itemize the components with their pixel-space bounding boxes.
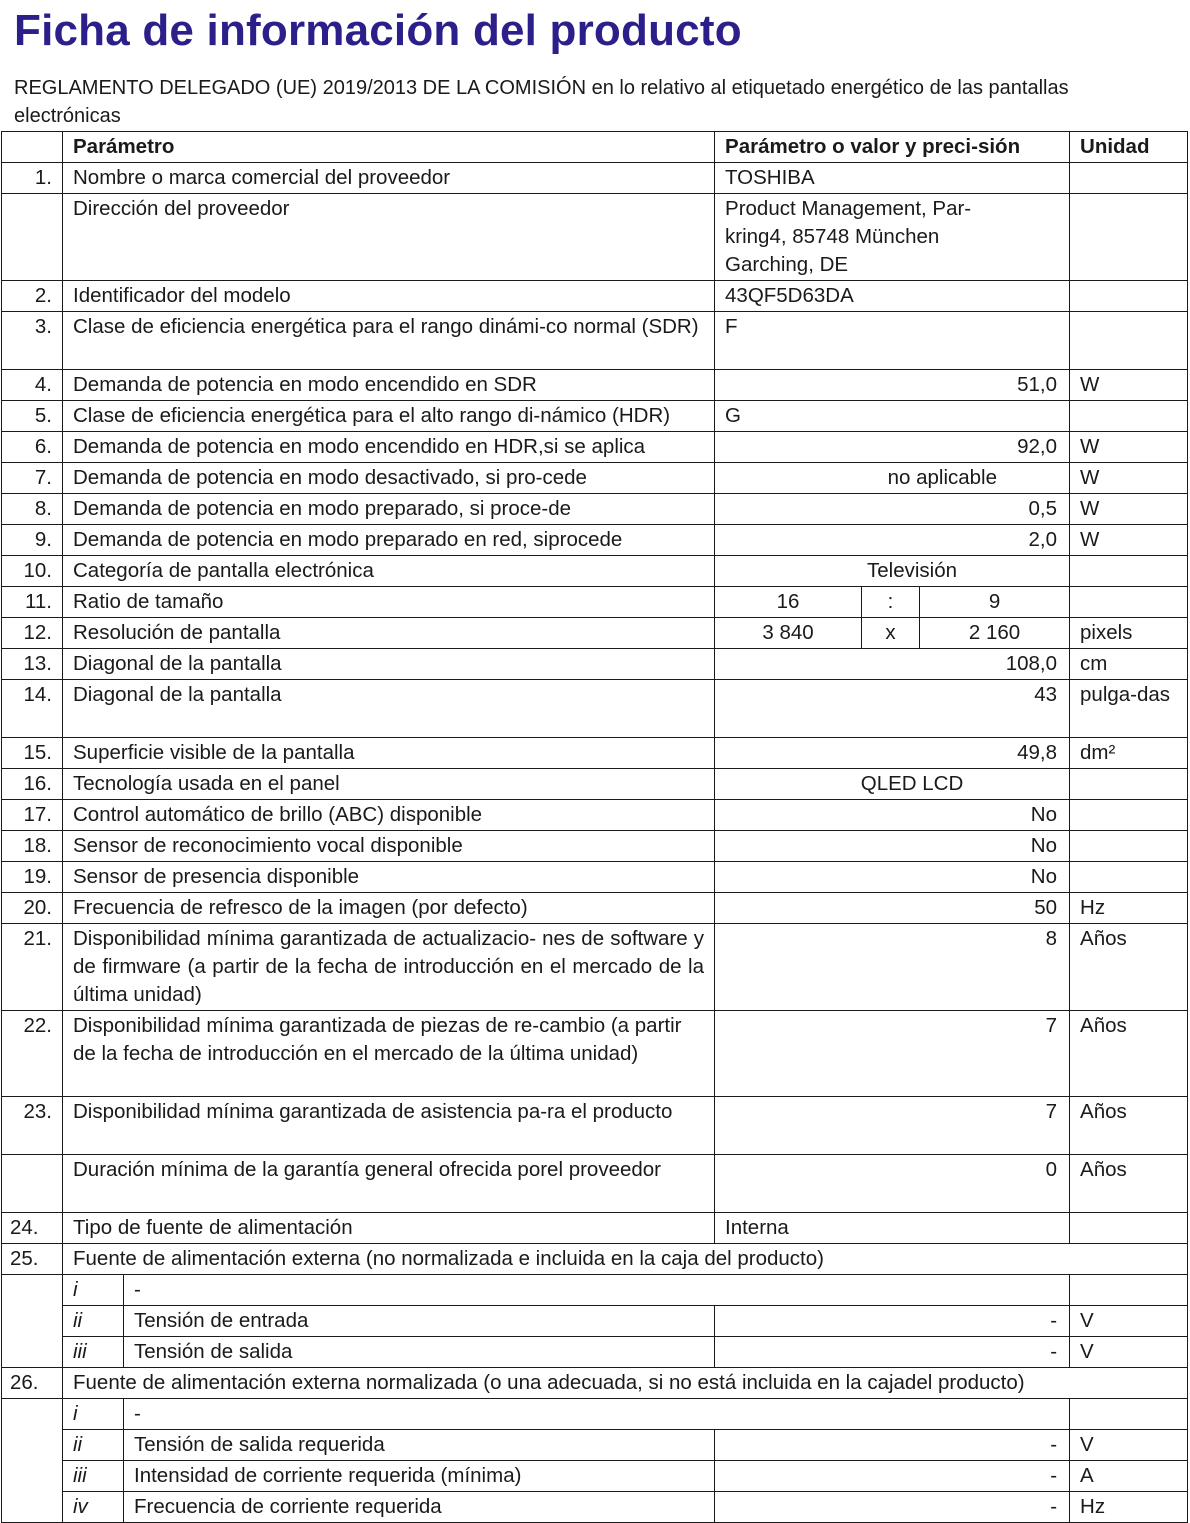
header-num-cell (2, 132, 63, 163)
row-unit: pulga-das (1070, 680, 1188, 738)
table-row (2, 800, 1188, 831)
row-value: 7 (715, 1097, 1070, 1155)
table-row (2, 924, 1188, 1011)
table-row (2, 281, 1188, 312)
table-row (2, 163, 1188, 194)
table-row (2, 556, 1188, 587)
row-number: 13. (2, 649, 63, 680)
row-value: 7 (715, 1011, 1070, 1097)
sub-row (2, 1492, 1188, 1523)
row-unit: Años (1070, 1011, 1188, 1097)
table-row (2, 1368, 1188, 1399)
row-number: 25. (2, 1244, 63, 1275)
row-number: 22. (2, 1011, 63, 1097)
table-row (2, 432, 1188, 463)
row-number: 4. (2, 370, 63, 401)
header-unit: Unidad (1070, 132, 1188, 163)
row-number: 10. (2, 556, 63, 587)
sub-index: i (63, 1275, 124, 1306)
sub-index: iii (63, 1337, 124, 1368)
row-number: 16. (2, 769, 63, 800)
row-unit: Años (1070, 1155, 1188, 1213)
row-number: 5. (2, 401, 63, 432)
sub-value: - (715, 1492, 1070, 1523)
sub-row (2, 1399, 1188, 1430)
row-param: Demanda de potencia en modo encendido en SDR (63, 370, 715, 401)
table-row (2, 494, 1188, 525)
row-unit: cm (1070, 649, 1188, 680)
table-row (2, 525, 1188, 556)
table-row (2, 587, 1188, 618)
row-param: Diagonal de la pantalla (63, 680, 715, 738)
row-unit (1070, 194, 1188, 281)
table-row (2, 680, 1188, 738)
resolution-width: 3 840 (715, 618, 862, 649)
row-number: 19. (2, 862, 63, 893)
table-row (2, 738, 1188, 769)
address-line: Garching, DE (725, 253, 849, 276)
row-param: Identificador del modelo (63, 281, 715, 312)
row-number: 18. (2, 831, 63, 862)
row-number: 8. (2, 494, 63, 525)
row-param: Disponibilidad mínima garantizada de asistencia pa-ra el producto (63, 1097, 715, 1155)
row-param: Demanda de potencia en modo preparado, si proce-de (63, 494, 715, 525)
table-row (2, 370, 1188, 401)
regulation-subtitle: REGLAMENTO DELEGADO (UE) 2019/2013 DE LA COMISIÓN en lo relativo al etiquetado energético de las pantallas electrónicas (14, 77, 1069, 127)
sub-index: ii (63, 1306, 124, 1337)
row-unit (1070, 862, 1188, 893)
row-unit (1070, 1213, 1188, 1244)
row-unit: Años (1070, 924, 1188, 1011)
sub-row (2, 1306, 1188, 1337)
table-row (2, 1244, 1188, 1275)
row-value: 49,8 (715, 738, 1070, 769)
row-param: Ratio de tamaño (63, 587, 715, 618)
table-row (2, 194, 1188, 281)
table-row (2, 862, 1188, 893)
table-row (2, 1213, 1188, 1244)
row-number: 6. (2, 432, 63, 463)
row-number-spacer (2, 1275, 63, 1368)
sub-value: - (715, 1337, 1070, 1368)
row-param: Frecuencia de refresco de la imagen (por defecto) (63, 893, 715, 924)
row-number: 23. (2, 1097, 63, 1155)
sub-unit: Hz (1070, 1492, 1188, 1523)
row-value: No (715, 800, 1070, 831)
table-header-row (2, 132, 1188, 163)
row-param: Demanda de potencia en modo desactivado, si pro-cede (63, 463, 715, 494)
sub-row (2, 1275, 1188, 1306)
row-param: Demanda de potencia en modo encendido en HDR,si se aplica (63, 432, 715, 463)
sub-param: - (124, 1275, 1070, 1306)
row-param: Tecnología usada en el panel (63, 769, 715, 800)
row-value: G (715, 401, 1070, 432)
row-value: No (715, 862, 1070, 893)
row-value: No (715, 831, 1070, 862)
row-number: 9. (2, 525, 63, 556)
sub-unit (1070, 1275, 1188, 1306)
ratio-separator: : (862, 587, 920, 618)
row-param: Resolución de pantalla (63, 618, 715, 649)
row-param: Sensor de presencia disponible (63, 862, 715, 893)
row-value: 2,0 (715, 525, 1070, 556)
row-param: Control automático de brillo (ABC) disponible (63, 800, 715, 831)
header-param: Parámetro (63, 132, 715, 163)
sub-param: Intensidad de corriente requerida (mínima) (124, 1461, 715, 1492)
row-value: 51,0 (715, 370, 1070, 401)
row-unit (1070, 831, 1188, 862)
sub-value: - (715, 1430, 1070, 1461)
row-unit (1070, 312, 1188, 370)
row-value: 43QF5D63DA (715, 281, 1070, 312)
table-row (2, 1097, 1188, 1155)
table-row (2, 618, 1188, 649)
sub-unit: V (1070, 1337, 1188, 1368)
sub-row (2, 1461, 1188, 1492)
row-unit: Hz (1070, 893, 1188, 924)
table-row (2, 401, 1188, 432)
sub-unit: A (1070, 1461, 1188, 1492)
row-number (2, 1155, 63, 1213)
row-number: 20. (2, 893, 63, 924)
row-value: 92,0 (715, 432, 1070, 463)
sub-value: - (715, 1306, 1070, 1337)
row-param: Disponibilidad mínima garantizada de actualizacio- nes de software y de firmware (a partir de la fecha de introducción en el mercado de la última unidad) (63, 924, 715, 1011)
row-unit: dm² (1070, 738, 1188, 769)
row-number: 2. (2, 281, 63, 312)
row-number: 21. (2, 924, 63, 1011)
row-param: Duración mínima de la garantía general ofrecida porel proveedor (63, 1155, 715, 1213)
row-value: F (715, 312, 1070, 370)
sub-unit: V (1070, 1430, 1188, 1461)
row-number: 7. (2, 463, 63, 494)
row-value: 8 (715, 924, 1070, 1011)
sub-param: Tensión de salida requerida (124, 1430, 715, 1461)
row-param: Fuente de alimentación externa normalizada (o una adecuada, si no está incluida en la cajadel producto) (63, 1368, 1188, 1399)
row-number (2, 194, 63, 281)
table-row (2, 463, 1188, 494)
resolution-separator: x (862, 618, 920, 649)
row-param: Tipo de fuente de alimentación (63, 1213, 715, 1244)
address-line: Product Management, Par- (725, 197, 972, 220)
sub-row (2, 1337, 1188, 1368)
row-param: Clase de eficiencia energética para el alto rango di-námico (HDR) (63, 401, 715, 432)
sub-value: - (715, 1461, 1070, 1492)
row-param: Disponibilidad mínima garantizada de piezas de re-cambio (a partir de la fecha de introducción en el mercado de la última unidad) (63, 1011, 715, 1097)
sub-param: Frecuencia de corriente requerida (124, 1492, 715, 1523)
row-number: 11. (2, 587, 63, 618)
row-value: no aplicable (715, 463, 1070, 494)
row-param: Fuente de alimentación externa (no normalizada e incluida en la caja del producto) (63, 1244, 1188, 1275)
row-unit (1070, 769, 1188, 800)
row-value: 108,0 (715, 649, 1070, 680)
row-number: 1. (2, 163, 63, 194)
sub-index: i (63, 1399, 124, 1430)
sub-param: Tensión de entrada (124, 1306, 715, 1337)
row-number: 3. (2, 312, 63, 370)
table-row (2, 1011, 1188, 1097)
row-unit: W (1070, 525, 1188, 556)
row-unit (1070, 556, 1188, 587)
sub-param: - (124, 1399, 1070, 1430)
row-unit: pixels (1070, 618, 1188, 649)
table-row (2, 893, 1188, 924)
row-number-spacer (2, 1399, 63, 1523)
row-param: Clase de eficiencia energética para el rango dinámi-co normal (SDR) (63, 312, 715, 370)
product-info-table-wrap (1, 131, 1187, 1518)
row-value: 0 (715, 1155, 1070, 1213)
row-unit: Años (1070, 1097, 1188, 1155)
row-number: 17. (2, 800, 63, 831)
page-title: Ficha de información del producto (14, 6, 742, 55)
row-param: Categoría de pantalla electrónica (63, 556, 715, 587)
row-param: Diagonal de la pantalla (63, 649, 715, 680)
table-row (2, 649, 1188, 680)
ratio-width: 16 (715, 587, 862, 618)
table-row (2, 312, 1188, 370)
resolution-height: 2 160 (920, 618, 1070, 649)
row-number: 15. (2, 738, 63, 769)
row-param: Dirección del proveedor (63, 194, 715, 281)
row-value: Televisión (715, 556, 1070, 587)
row-unit (1070, 281, 1188, 312)
row-param: Demanda de potencia en modo preparado en red, siprocede (63, 525, 715, 556)
sub-index: iii (63, 1461, 124, 1492)
header-value: Parámetro o valor y preci-sión (715, 132, 1070, 163)
row-param: Nombre o marca comercial del proveedor (63, 163, 715, 194)
sub-param: Tensión de salida (124, 1337, 715, 1368)
row-value: TOSHIBA (715, 163, 1070, 194)
sub-unit: V (1070, 1306, 1188, 1337)
sub-index: ii (63, 1430, 124, 1461)
sub-unit (1070, 1399, 1188, 1430)
row-value: 50 (715, 893, 1070, 924)
table-row (2, 1155, 1188, 1213)
row-param: Sensor de reconocimiento vocal disponible (63, 831, 715, 862)
row-value: QLED LCD (715, 769, 1070, 800)
row-unit: W (1070, 463, 1188, 494)
row-unit (1070, 800, 1188, 831)
row-unit (1070, 401, 1188, 432)
row-param: Superficie visible de la pantalla (63, 738, 715, 769)
row-number: 14. (2, 680, 63, 738)
sub-index: iv (63, 1492, 124, 1523)
row-number: 24. (2, 1213, 63, 1244)
table-row (2, 769, 1188, 800)
table-row (2, 831, 1188, 862)
row-unit: W (1070, 432, 1188, 463)
row-value: 43 (715, 680, 1070, 738)
row-unit (1070, 587, 1188, 618)
row-value: Interna (715, 1213, 1070, 1244)
product-info-table (1, 131, 1188, 1523)
row-value (715, 194, 1070, 281)
row-number: 26. (2, 1368, 63, 1399)
sub-row (2, 1430, 1188, 1461)
row-unit: W (1070, 494, 1188, 525)
row-number: 12. (2, 618, 63, 649)
row-value: 0,5 (715, 494, 1070, 525)
ratio-height: 9 (920, 587, 1070, 618)
address-line: kring4, 85748 München (725, 225, 940, 248)
row-unit (1070, 163, 1188, 194)
row-unit: W (1070, 370, 1188, 401)
